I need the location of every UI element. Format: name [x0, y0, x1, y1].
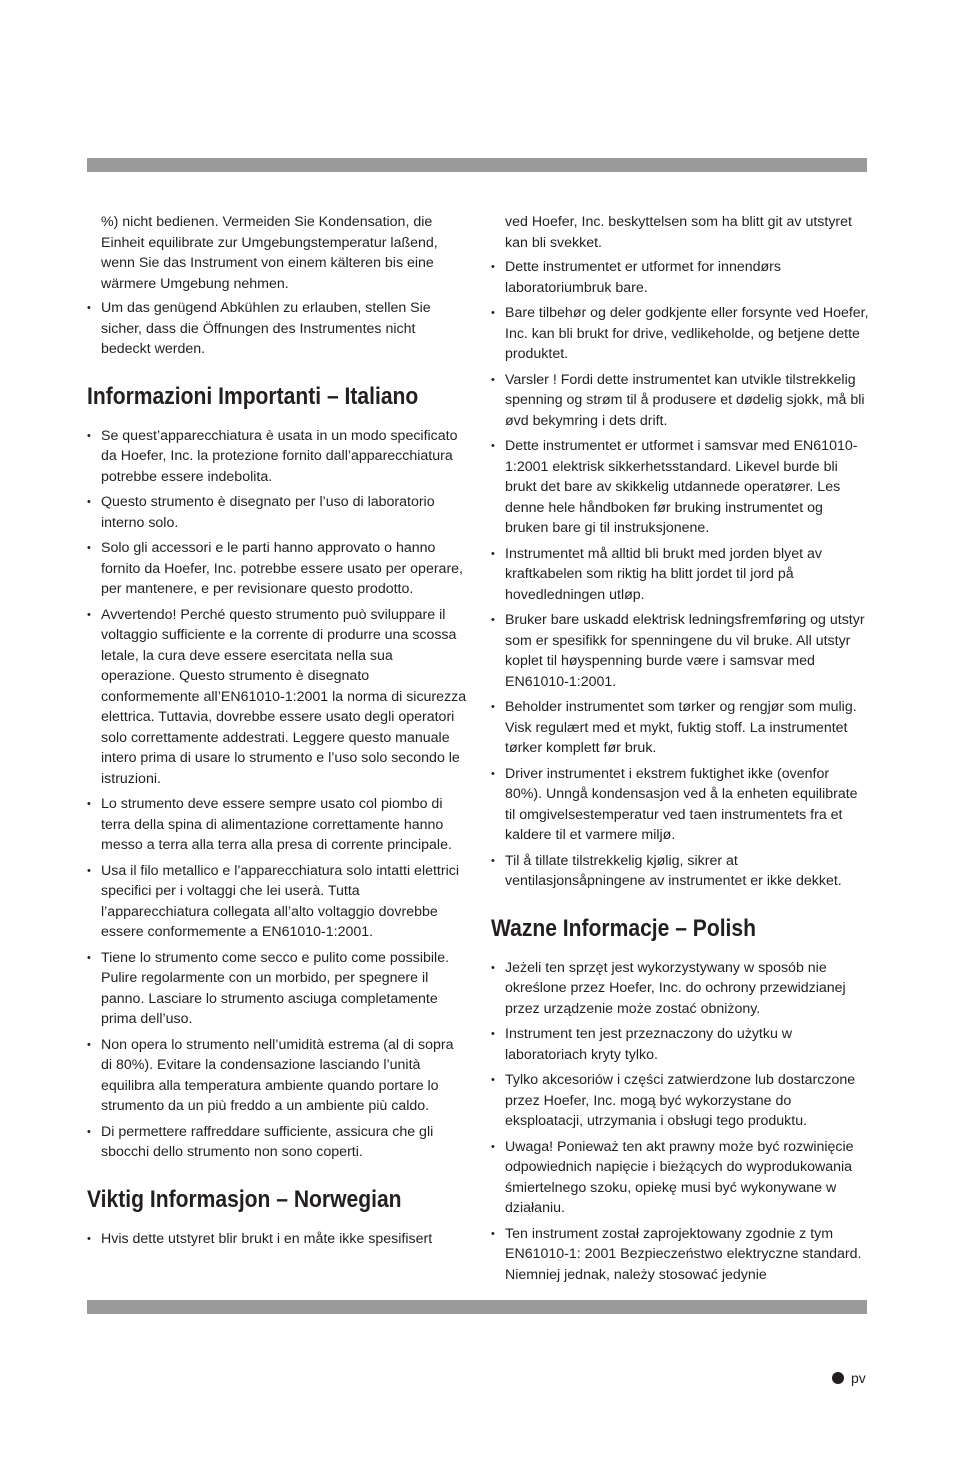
- norwegian-list: [491, 257, 869, 892]
- page-marker: [832, 1368, 866, 1388]
- italian-heading: Informazioni Importanti – Italiano: [87, 382, 419, 410]
- list-item: • Questo strumento è disegnato per l’uso di laboratorio interno solo.: [87, 492, 467, 533]
- list-item: • Hvis dette utstyret blir brukt i en måte ikke spesifisert: [87, 1229, 467, 1250]
- page-number: pv: [851, 1370, 866, 1386]
- list-item: • Lo strumento deve essere sempre usato col piombo di terra della spina di alimentazione correttamente hanno messo a terra alla terra alla presa di corrente principale.: [87, 794, 467, 856]
- left-column: [87, 212, 467, 1254]
- list-item: • Um das genügend Abkühlen zu erlauben, stellen Sie sicher, dass die Öffnungen des Instrumentes nicht bedeckt werden.: [87, 298, 467, 360]
- list-item: • Jeżeli ten sprzęt jest wykorzystywany w sposób nie określone przez Hoefer, Inc. do ochrony przewidzianej przez urządzenie może zostać obniżony.: [491, 958, 869, 1020]
- list-item: • Instrument ten jest przeznaczony do użytku w laboratoriach kryty tylko.: [491, 1024, 869, 1065]
- list-item: • Bruker bare uskadd elektrisk ledningsfremføring og utstyr som er spesifikk for spenningene du vil bruke. All utstyr koplet til høyspenning burde være i samsvar med EN61010-1:2001.: [491, 610, 869, 692]
- list-item: • Solo gli accessori e le parti hanno approvato o hanno fornito da Hoefer, Inc. potrebbe essere usato per operare, per mantenere, e per revisionare questo prodotto.: [87, 538, 467, 600]
- german-list: [87, 298, 467, 360]
- list-item: • Avvertendo! Perché questo strumento può sviluppare il voltaggio sufficiente e la corrente di produrre una scossa letale, la cura deve essere esercitata nella sua operazione. Questo strumento è disegnato conformemente all’EN61010-1:2001 la norma di sicurezza elettrica. Tuttavia, dovrebbe essere usato degli operatori solo correttamente addestrati. Leggere questo manuale intero prima di usare lo strumento e l’uso solo secondo le istruzioni.: [87, 605, 467, 790]
- bottom-rule: [87, 1300, 867, 1314]
- german-continuation: %) nicht bedienen. Vermeiden Sie Kondensation, die Einheit equilibrate zur Umgebungstemperatur laßend, wenn Sie das Instrument von einem kälteren bis eine wärmere Umgebung nehmen.: [101, 214, 438, 292]
- top-rule: [87, 158, 867, 172]
- italian-list: [87, 426, 467, 1163]
- list-item: • Driver instrumentet i ekstrem fuktighet ikke (ovenfor 80%). Unngå kondensasjon ved å la enheten equilibrate til omgivelsestemperatur ved taen instrumentets fra et kaldere til et varmere miljø.: [491, 764, 869, 846]
- list-item: • Se quest’apparecchiatura è usata in un modo specificato da Hoefer, Inc. la protezione fornito dall’apparecchiatura potrebbe essere indebolita.: [87, 426, 467, 488]
- list-item: • Ten instrument został zaprojektowany zgodnie z tym EN61010-1: 2001 Bezpieczeństwo elektryczne standard. Niemniej jednak, należy stosować jedynie: [491, 1224, 869, 1286]
- list-item: • Bare tilbehør og deler godkjente eller forsynte ved Hoefer, Inc. kan bli brukt for drive, vedlikeholde, og betjene dette produktet.: [491, 303, 869, 365]
- list-item: • Tylko akcesoriów i części zatwierdzone lub dostarczone przez Hoefer, Inc. mogą być wykorzystane do eksploatacji, utrzymania i obsługi tego produktu.: [491, 1070, 869, 1132]
- polish-list: [491, 958, 869, 1286]
- list-item: • Di permettere raffreddare sufficiente, assicura che gli sbocchi dello strumento non sono coperti.: [87, 1122, 467, 1163]
- list-item: • Varsler ! Fordi dette instrumentet kan utvikle tilstrekkelig spenning og strøm til å produsere et dødelig sjokk, må bli øvd bekymring i dets drift.: [491, 370, 869, 432]
- list-item: • Usa il filo metallico e l’apparecchiatura solo intatti elettrici specifici per i voltaggi che lei userà. Tutta l’apparecchiatura collegata all’alto voltaggio dovrebbe essere conformemente a EN61010-1:2001.: [87, 861, 467, 943]
- list-item: • Non opera lo strumento nell’umidità estrema (al di sopra di 80%). Evitare la condensazione lasciando l’unità equilibra alla temperatura ambiente quando portare lo strumento da un più freddo a un ambiente più caldo.: [87, 1035, 467, 1117]
- norwegian-continuation: ved Hoefer, Inc. beskyttelsen som ha blitt git av utstyret kan bli svekket.: [505, 214, 852, 251]
- list-item: • Tiene lo strumento come secco e pulito come possibile. Pulire regolarmente con un morbido, per spegnere il panno. Lasciare lo strumento asciuga completamente prima dell’uso.: [87, 948, 467, 1030]
- list-item: • Beholder instrumentet som tørker og rengjør som mulig. Visk regulært med et mykt, fuktig stoff. La instrumentet tørker komplett før bruk.: [491, 697, 869, 759]
- list-item: • Til å tillate tilstrekkelig kjølig, sikrer at ventilasjonsåpningene av instrumentet er ikke dekket.: [491, 851, 869, 892]
- right-column: [491, 212, 869, 1290]
- list-item: • Dette instrumentet er utformet i samsvar med EN61010-1:2001 elektrisk sikkerhetsstandard. Likevel burde bli brukt det bare av skikkelig utdannede operatører. Les denne hele håndboken før bruking instrumentet og bruken bare gi til instruksjonene.: [491, 436, 869, 539]
- norwegian-list-start: [87, 1229, 467, 1250]
- list-item: • Dette instrumentet er utformet for innendørs laboratoriumbruk bare.: [491, 257, 869, 298]
- norwegian-heading: Viktig Informasjon – Norwegian: [87, 1185, 402, 1213]
- list-item: • Uwaga! Ponieważ ten akt prawny może być rozwinięcie odpowiednich napięcie i bieżących do wyprodukowania śmiertelnego szoku, opiekę musi być wykonywane w działaniu.: [491, 1137, 869, 1219]
- bullet-dot-icon: [832, 1372, 844, 1384]
- list-item: • Instrumentet må alltid bli brukt med jorden blyet av kraftkabelen som riktig ha blitt jordet til jord på hovedledningen utløp.: [491, 544, 869, 606]
- polish-heading: Wazne Informacje – Polish: [491, 914, 757, 942]
